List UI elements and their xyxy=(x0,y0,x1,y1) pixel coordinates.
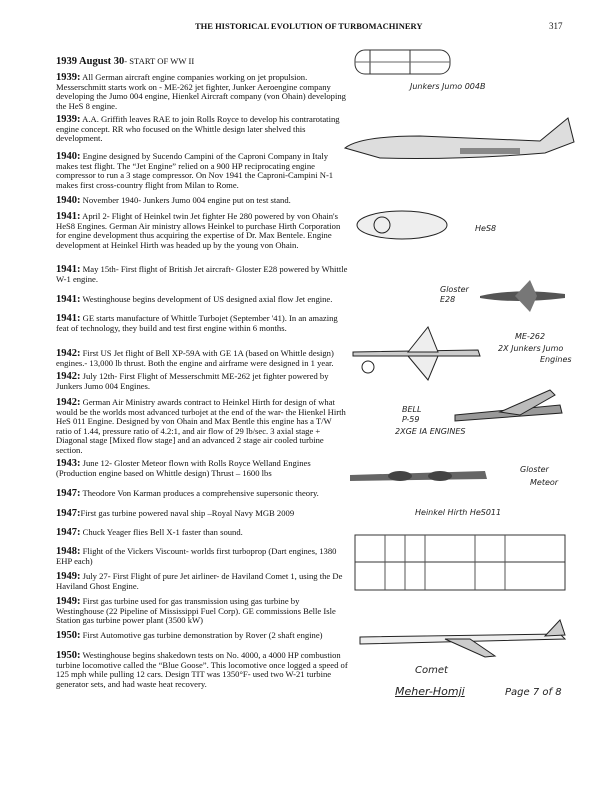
timeline-entry xyxy=(56,547,348,566)
signature: Meher-Homji xyxy=(395,685,465,698)
entry-text: April 2- Flight of Heinkel twin Jet fighter He 280 powered by von Ohain's HeS8 Engines. German Air ministry allows Heinkel to purchase Hirth Corporation for engine development thus acquiring the expertise of Dr. Max Bentele. Engine development at Heinkel Hirth was headed up by the young von Ohain. xyxy=(56,211,341,250)
bell-engines-label: 2XGE IA ENGINES xyxy=(395,427,466,436)
entry-text: Westinghouse begins shakedown tests on No. 4000, a 4000 HP combustion turbine locomotive called the “Blue Goose”. This locomotive once logged a speed of 125 mph while pulling 12 cars. Design TIT was 1350°F- used two W-21 turbine generator sets, and had waste heat recovery. xyxy=(56,650,348,689)
entry-year: 1950: xyxy=(56,650,81,661)
timeline-entry xyxy=(56,489,348,499)
entry-year: 1939 August 30 xyxy=(56,56,125,67)
entry-year: 1941: xyxy=(56,264,81,275)
entry-year: 1948: xyxy=(56,546,81,557)
entry-text: A.A. Griffith leaves RAE to join Rolls Royce to develop his contrarotating engine concept. RR who focused on the Whittle design later shelved this development. xyxy=(56,114,340,144)
entry-text: German Air Ministry awards contract to Heinkel Hirth for design of what would be the worlds most advanced turbojet at the end of the war- the Hienkel Hirth HeS 011 Engine. Designed by von Ohain and Max Bentle this engine has a T/W ratio of 1.44, pressure ratio of 4.2:1, and air flow of 29 lb/sec. 3 axial stage + Diagonal stage [Mixed flow stage] and an advanced 2 stage air cooled turbine section. xyxy=(56,397,346,455)
timeline-entry xyxy=(56,115,348,144)
timeline-entry xyxy=(56,196,348,206)
entry-year: 1942: xyxy=(56,348,81,359)
entry-year: 1949: xyxy=(56,571,81,582)
hes8-label: HeS8 xyxy=(475,224,497,233)
entry-text: May 15th- First flight of British Jet aircraft- Gloster E28 powered by Whittle W-1 engine. xyxy=(56,264,348,284)
entry-text: November 1940- Junkers Jumo 004 engine put on test stand. xyxy=(80,195,291,205)
timeline-entry xyxy=(56,459,348,478)
entry-year: 1947: xyxy=(56,508,81,519)
timeline-entry xyxy=(56,73,348,111)
timeline-entry xyxy=(56,572,348,591)
timeline-entry xyxy=(56,528,348,538)
jumo-label: Junkers Jumo 004B xyxy=(410,82,486,91)
entry-text: July 12th- First Flight of Messerschmitt ME-262 jet fighter powered by Junkers Jumo 004 Engines. xyxy=(56,371,329,391)
entry-text: First gas turbine used for gas transmission using gas turbine by Westinghouse (22 Pipeline of Mississippi Fuel Corp). GE commissions Belle Isle Station gas turbine power plant (3500 kW) xyxy=(56,596,336,626)
timeline-entry xyxy=(56,152,348,190)
caproni-campini-sketch xyxy=(340,108,580,173)
entry-year: 1940: xyxy=(56,195,81,206)
me262-sketch xyxy=(348,322,488,382)
entry-text: Westinghouse begins development of US designed axial flow Jet engine. xyxy=(80,294,333,304)
meteor-label: Gloster xyxy=(520,465,549,474)
entry-year: 1942: xyxy=(56,371,81,382)
timeline-entry xyxy=(56,212,348,250)
meteor-sketch xyxy=(345,455,495,495)
entry-year: 1939: xyxy=(56,114,81,125)
gloster-e28-sketch xyxy=(475,278,570,313)
entry-year: 1940: xyxy=(56,151,81,162)
entry-text: Engine designed by Sucendo Campini of the Caproni Company in Italy makes test flight. The “Jet Engine” relied on a 900 HP reciprocating engine compressor to run a 3 stage compressor. On Nov 1941 the Caproni-Campini N-1 makes first cross-country flight from Milan to Rome. xyxy=(56,151,334,190)
timeline-entry xyxy=(56,295,348,305)
running-header: THE HISTORICAL EVOLUTION OF TURBOMACHINERY xyxy=(195,21,423,31)
entry-year: 1947: xyxy=(56,527,81,538)
hes8-engine-sketch xyxy=(352,208,452,243)
timeline-entry xyxy=(56,349,348,368)
entry-text: All German aircraft engine companies working on jet propulsion. Messerschmitt starts work on - ME-262 jet fighter, Junker Aeroengine company developing the Jumo 004 engine, Hienkel Aircraft company (von Ohain) developing the HeS 8 engine. xyxy=(56,72,346,111)
bell-p59-sketch xyxy=(450,385,570,440)
gloster-label: Gloster E28 xyxy=(440,285,469,304)
p59-label: P-59 xyxy=(402,415,420,424)
me262-engines-label-2: Engines xyxy=(540,355,572,364)
timeline-entry xyxy=(56,314,348,333)
meteor-label-2: Meteor xyxy=(530,478,559,487)
timeline-entry xyxy=(56,372,348,391)
entry-year: 1942: xyxy=(56,397,81,408)
entry-text: First US Jet flight of Bell XP-59A with GE 1A (based on Whittle design) engines.- 13,000 lb thrust. Both the engine and airframe were designed in 1 year. xyxy=(56,348,334,368)
hirth-label: Heinkel Hirth HeS011 xyxy=(415,508,502,517)
timeline-entry xyxy=(56,265,348,284)
entry-text: - START OF WW II xyxy=(124,56,195,66)
entry-text: GE starts manufacture of Whittle Turbojet (September '41). In an amazing feat of technology, they build and test first engine within 6 months. xyxy=(56,313,338,333)
timeline-entry xyxy=(56,631,348,641)
entry-year: 1947: xyxy=(56,488,81,499)
bell-label: BELL xyxy=(402,405,422,414)
entry-text: Flight of the Vickers Viscount- worlds first turboprop (Dart engines, 1380 EHP each) xyxy=(56,546,337,566)
entry-text: June 12- Gloster Meteor flown with Rolls Royce Welland Engines (Production engine based on Whittle design) Thrust – 1600 lbs xyxy=(56,458,311,478)
entry-year: 1941: xyxy=(56,211,81,222)
entry-year: 1949: xyxy=(56,596,81,607)
entry-year: 1950: xyxy=(56,630,81,641)
jumo-engine-sketch xyxy=(350,42,460,82)
timeline-entry xyxy=(56,597,348,626)
page-number: 317 xyxy=(549,21,563,31)
me262-label: ME-262 xyxy=(515,332,546,341)
me262-engines-label: 2X Junkers Jumo xyxy=(498,344,564,353)
entry-text: First Automotive gas turbine demonstration by Rover (2 shaft engine) xyxy=(80,630,323,640)
comet-label: Comet xyxy=(415,665,448,676)
entry-text: Theodore Von Karman produces a comprehensive supersonic theory. xyxy=(80,488,319,498)
entry-text: July 27- First Flight of pure Jet airliner- de Haviland Comet 1, using the De Haviland Ghost Engine. xyxy=(56,571,343,591)
timeline-entry xyxy=(56,651,348,689)
entry-year: 1941: xyxy=(56,313,81,324)
timeline-entry xyxy=(56,398,348,456)
entry-year: 1941: xyxy=(56,294,81,305)
entry-year: 1943: xyxy=(56,458,81,469)
entry-year: 1939: xyxy=(56,72,81,83)
comet-sketch xyxy=(355,612,575,662)
timeline-entry xyxy=(56,509,348,519)
timeline-entry xyxy=(56,57,348,67)
page-note: Page 7 of 8 xyxy=(505,687,562,698)
entry-text: Chuck Yeager flies Bell X-1 faster than sound. xyxy=(80,527,243,537)
hes011-cutaway-sketch xyxy=(345,520,575,605)
entry-text: First gas turbine powered naval ship –Royal Navy MGB 2009 xyxy=(80,508,295,518)
